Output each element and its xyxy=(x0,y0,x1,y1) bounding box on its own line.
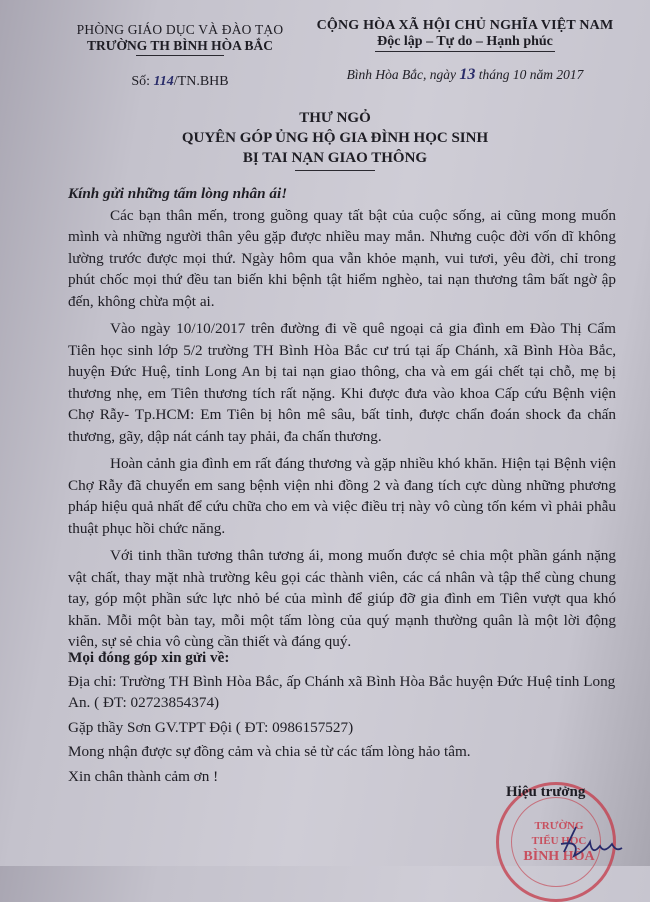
paragraph: Hoàn cảnh gia đình em rất đáng thương và gặp nhiều khó khăn. Hiện tại Bệnh viện Chợ Rẫy đã chuyển em sang bệnh viện nhi đồng 2 và đang tích cực dùng những phương pháp hiệu quả nhất để cứu chữa cho em và việc điều trị này vô cùng tốn kém vì phải phẫu thuật phục hồi chức năng. xyxy=(68,455,616,537)
signature-block xyxy=(496,782,636,866)
contact-appeal: Mong nhận được sự đồng cảm và chia sẻ từ các tấm lòng hảo tâm. xyxy=(68,743,471,760)
date-suffix: tháng 10 năm 2017 xyxy=(478,67,584,82)
signature-icon xyxy=(556,822,626,862)
document-date xyxy=(300,66,630,84)
contact-person: Gặp thầy Sơn GV.TPT Đội ( ĐT: 0986157527) xyxy=(68,718,354,736)
paragraph: Các bạn thân mến, trong guồng quay tất bật của cuộc sống, ai cũng mong muốn mình và những người thân yêu gặp được nhiều may mắn. Nhưng cuộc đời vốn dĩ không lường trước được mọi thứ. Ngày hôm qua vẫn khỏe mạnh, vui tươi, yêu đời, chỉ trong phút chốc mọi thứ đều tan biến khi bệnh tật hiểm nghèo, tai nạn thương tâm bất ngờ ập đến, không chừa một ai. xyxy=(68,206,616,310)
date-prefix: Bình Hòa Bắc, ngày xyxy=(346,67,457,82)
title-line-1: THƯ NGỎ xyxy=(299,110,371,126)
header-left xyxy=(60,22,300,90)
header-right xyxy=(300,18,630,84)
letter-body xyxy=(68,183,616,659)
stamp-line: BÌNH HÒA xyxy=(523,849,595,864)
department-name: PHÒNG GIÁO DỤC VÀ ĐÀO TẠO xyxy=(76,22,284,37)
divider xyxy=(295,170,375,171)
stamp-line: TIỂU HỌC xyxy=(531,835,587,847)
number-handwritten: 114 xyxy=(153,74,174,89)
divider xyxy=(136,55,224,56)
contact-section xyxy=(68,646,628,789)
nation-name: CỘNG HÒA XÃ HỘI CHỦ NGHĨA VIỆT NAM xyxy=(316,18,614,33)
divider xyxy=(375,51,555,52)
title-line-3: BỊ TAI NẠN GIAO THÔNG xyxy=(242,150,428,166)
school-name: TRƯỜNG TH BÌNH HÒA BẮC xyxy=(86,38,274,53)
stamp-line: TRƯỜNG xyxy=(534,820,584,832)
title-line-2: QUYÊN GÓP ỦNG HỘ GIA ĐÌNH HỌC SINH xyxy=(181,130,489,146)
principal-title: Hiệu trưởng xyxy=(506,784,586,800)
paragraph: Vào ngày 10/10/2017 trên đường đi về quê ngoại cả gia đình em Đào Thị Cẩm Tiên học sinh lớp 5/2 trường TH Bình Hòa Bắc cư trú tại ấp Chánh, xã Bình Hòa Bắc, huyện Đức Huệ, tỉnh Long An bị tai nạn giao thông, cha và em gái chết tại chỗ, mẹ bị thương nhẹ, em Tiên thương tích rất nặng. Khi được đưa vào khoa Cấp cứu Bệnh viện Chợ Rẫy- Tp.HCM: Em Tiên bị hôn mê sâu, bất tỉnh, được chẩn đoán shock đa chấn thương, gãy, dập nát cánh tay phải, đa chấn thương. xyxy=(68,320,616,445)
date-day-handwritten: 13 xyxy=(459,66,476,83)
number-prefix: Số: xyxy=(131,74,151,89)
letter-title xyxy=(100,108,570,171)
contact-heading: Mọi đóng góp xin gửi về: xyxy=(68,649,230,666)
national-motto: Độc lập – Tự do – Hạnh phúc xyxy=(377,34,553,49)
contact-thanks: Xin chân thành cảm ơn ! xyxy=(68,767,219,785)
greeting: Kính gửi những tấm lòng nhân ái! xyxy=(68,185,288,202)
contact-address: Địa chỉ: Trường TH Bình Hòa Bắc, ấp Chánh xã Bình Hòa Bắc huyện Đức Huệ tỉnh Long An. ( ĐT: 02723854374) xyxy=(68,672,616,711)
paragraph: Với tinh thần tương thân tương ái, mong muốn được sẻ chia một phần gánh nặng vật chất, thay mặt nhà trường kêu gọi các thành viên, các cá nhân và tập thể cùng chung tay, góp một phần sức lực nhỏ bé của mình để giúp đỡ gia đình em Tiên vượt qua khó khăn. Mỗi một bàn tay, mỗi một tấm lòng của quý mạnh thường quân là một lời động viên, sự sẻ chia vô cùng cần thiết và đáng quý. xyxy=(68,547,616,650)
document-number xyxy=(60,74,300,90)
number-suffix: /TN.BHB xyxy=(173,74,229,89)
